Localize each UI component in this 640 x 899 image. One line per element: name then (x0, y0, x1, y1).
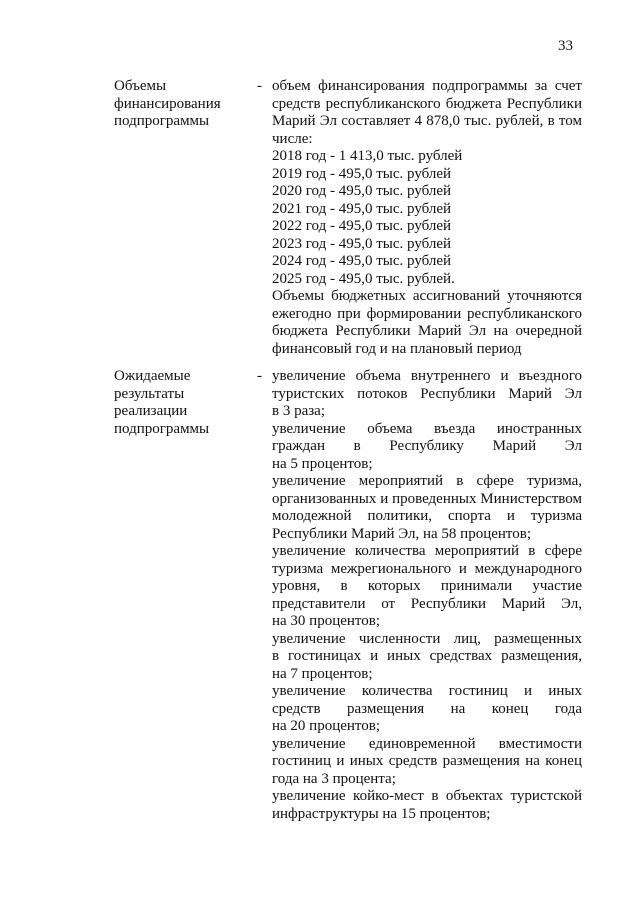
text-line: объем финансирования подпрограммы за счет (272, 78, 582, 94)
label-line: результаты (114, 385, 185, 402)
text-line: граждан в Республику Марий Эл (272, 438, 582, 454)
text-line: 2021 год - 495,0 тыс. рублей (272, 200, 452, 217)
text-line: 2023 год - 495,0 тыс. рублей (272, 235, 452, 252)
text-line: года на 3 процента; (272, 770, 396, 787)
text-line: 2020 год - 495,0 тыс. рублей (272, 183, 452, 199)
text-line: в 3 раза; (272, 403, 325, 419)
text-line: бюджета Республики Марий Эл на очередной (272, 323, 582, 339)
text-line: увеличение численности лиц, размещенных (272, 630, 582, 647)
text-line: числе: (272, 130, 313, 147)
text-line: инфраструктуры на 15 процентов; (272, 805, 491, 822)
text-line: 2025 год - 495,0 тыс. рублей. (272, 270, 455, 287)
text-line: на 7 процентов; (272, 665, 373, 682)
results-dash: - (257, 368, 262, 384)
text-line: молодежной политики, спорта и туризма (272, 508, 582, 524)
text-line: Объемы бюджетных ассигнований уточняются (272, 288, 582, 304)
text-line: туризма межрегионального и международного (272, 560, 582, 577)
text-line: на 5 процентов; (272, 455, 373, 472)
text-line: увеличение количества мероприятий в сфере (272, 543, 582, 559)
text-line: в гостиницах и иных средствах размещения, (272, 648, 582, 664)
text-line: средств республиканского бюджета Республики (272, 95, 582, 112)
label-line: финансирования (114, 95, 221, 112)
financing-label (114, 78, 254, 131)
text-line: 2019 год - 495,0 тыс. рублей (272, 165, 452, 182)
text-line: увеличение объема внутреннего и въездного (272, 368, 582, 384)
text-line: увеличение мероприятий в сфере туризма, (272, 473, 582, 489)
text-line: ежегодно при формировании республиканского (272, 305, 582, 322)
text-line: Марий Эл составляет 4 878,0 тыс. рублей, в том (272, 113, 582, 129)
text-line: Республики Марий Эл, на 58 процентов; (272, 525, 532, 542)
text-line: 2018 год - 1 413,0 тыс. рублей (272, 148, 463, 164)
financing-content (272, 78, 582, 358)
text-line: представители от Республики Марий Эл, (272, 595, 582, 612)
text-line: увеличение койко-мест в объектах туристской (272, 788, 582, 804)
text-line: средств размещения на конец года (272, 700, 582, 717)
text-line: на 30 процентов; (272, 613, 381, 629)
text-line: на 20 процентов; (272, 718, 381, 734)
text-line: туристских потоков Республики Марий Эл (272, 385, 582, 402)
label-line: подпрограммы (114, 113, 210, 129)
label-line: Объемы (114, 78, 167, 94)
text-line: 2024 год - 495,0 тыс. рублей (272, 253, 452, 269)
text-line: увеличение объема въезда иностранных (272, 420, 582, 437)
results-label (114, 368, 254, 438)
text-line: гостиниц и иных средств размещения на конец (272, 753, 582, 769)
label-line: подпрограммы (114, 420, 210, 437)
text-line: финансовый год и на плановый период (272, 340, 522, 357)
financing-dash: - (257, 78, 262, 94)
page-number: 33 (558, 38, 573, 54)
text-line: 2022 год - 495,0 тыс. рублей (272, 218, 452, 234)
text-line: организованных и проведенных Министерством (272, 490, 582, 507)
text-line: увеличение количества гостиниц и иных (272, 683, 582, 699)
label-line: Ожидаемые (114, 368, 191, 384)
text-line: уровня, в которых принимали участие (272, 578, 582, 594)
text-line: увеличение единовременной вместимости (272, 735, 582, 752)
results-content (272, 368, 582, 823)
label-line: реализации (114, 403, 188, 419)
